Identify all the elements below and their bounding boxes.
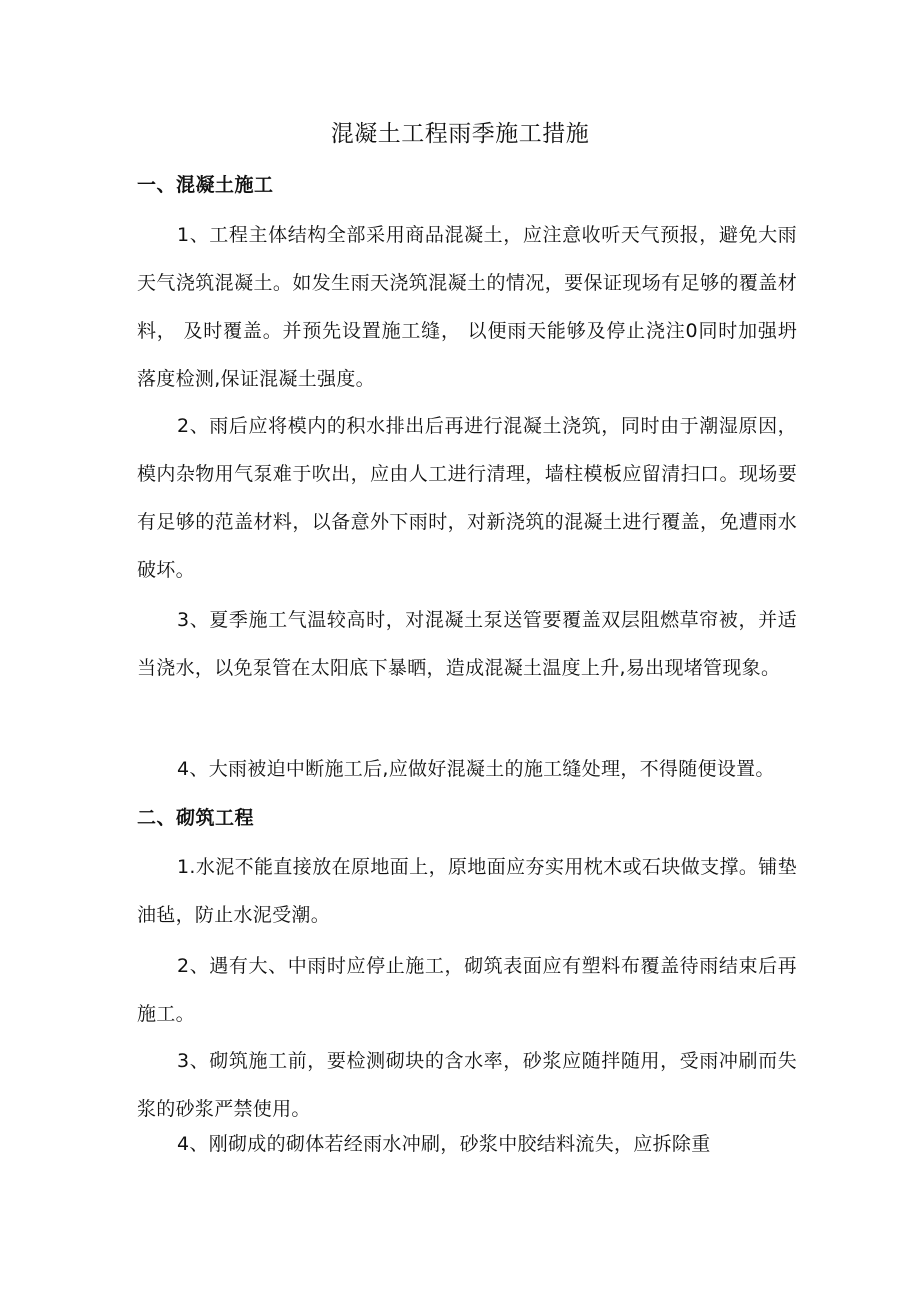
paragraph-concrete-2: 2、雨后应将模内的积水排出后再进行混凝土浇筑，同时由于潮湿原因，模内杂物用气泵难于吹出，应由人工进行清理，墙柱模板应留清扫口。现场要有足够的范盖材料，以备意外下雨时，对新浇筑的混凝土进行覆盖，免遭雨水破坏。 — [137, 415, 797, 581]
document-title: 混凝土工程雨季施工措施 — [330, 121, 590, 147]
paragraph-concrete-3: 3、夏季施工气温较高时，对混凝土泵送管要覆盖双层阻燃草帘被，并适当浇水，以免泵管在太阳底下暴晒，造成混凝土温度上升,易出现堵管现象。 — [137, 609, 797, 679]
paragraph-masonry-4: 4、刚砌成的砌体若经雨水冲刷，砂浆中胶结料流失，应拆除重 — [177, 1133, 711, 1155]
paragraph-masonry-2: 2、遇有大、中雨时应停止施工，砌筑表面应有塑料布覆盖待雨结束后再施工。 — [137, 955, 797, 1025]
paragraph-concrete-4: 4、大雨被迫中断施工后,应做好混凝土的施工缝处理，不得随便设置。 — [177, 758, 775, 780]
paragraph-masonry-1: 1.水泥不能直接放在原地面上，原地面应夯实用枕木或石块做支撑。铺垫油毡，防止水泥受潮。 — [137, 856, 797, 926]
paragraph-concrete-1: 1、工程主体结构全部采用商品混凝土，应注意收听天气预报，避免大雨天气浇筑混凝土。如发生雨天浇筑混凝土的情况，要保证现场有足够的覆盖材料， 及时覆盖。并预先设置施工缝， 以便雨天能够及停止浇注0同时加强坍落度检测,保证混凝土强度。 — [137, 224, 797, 390]
section-heading-masonry: 二、砌筑工程 — [137, 807, 255, 829]
section-heading-concrete: 一、混凝土施工 — [137, 174, 274, 196]
paragraph-masonry-3: 3、砌筑施工前，要检测砌块的含水率，砂浆应随拌随用，受雨冲刷而失浆的砂浆严禁使用。 — [137, 1050, 797, 1120]
